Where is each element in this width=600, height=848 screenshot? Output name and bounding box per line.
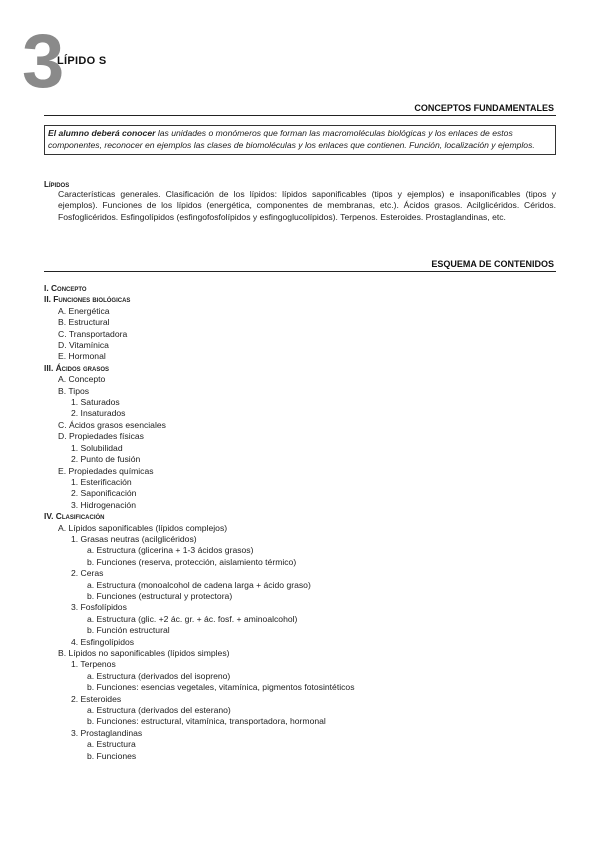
outline-item: E. Propiedades químicas [58, 465, 154, 476]
topic-title: Lípidos [44, 180, 70, 189]
outline-item: 2. Ceras [71, 568, 104, 579]
outline-item: B. Lípidos no saponificables (lípidos simples) [58, 648, 230, 658]
outline-item: 2. Insaturados [71, 408, 126, 419]
outline-item: 3. Prostaglandinas [71, 727, 143, 738]
outline-item: B. Tipos [58, 385, 90, 396]
outline-item: 3. Hidrogenación [71, 499, 136, 510]
outline-item: 2. Saponificación [71, 488, 137, 499]
outline-rule [44, 271, 556, 272]
outline-item: 1. Grasas neutras (acilglicéridos) [71, 533, 197, 544]
chapter-number: 3 [22, 19, 65, 104]
objective-text: las unidades o monómeros que forman las macromoléculas biológicas y los enlaces de estos componentes, reconocer en ejemplos las clases de biomoléculas y los enlaces que contienen. Función, localización y ejemplos. [48, 128, 535, 150]
outline-item: 1. Saturados [71, 397, 120, 408]
outline-item: b. Funciones (estructural y protectora) [87, 590, 233, 601]
outline-item: E. Hormonal [58, 351, 106, 362]
outline-item: B. Estructural [58, 317, 110, 328]
outline-item: 1. Terpenos [71, 659, 116, 670]
outline-item: D. Vitamínica [58, 340, 109, 351]
outline-item: D. Propiedades físicas [58, 431, 144, 442]
outline-item: a. Estructura (glic. +2 ác. gr. + ác. fosf. + aminoalcohol) [87, 613, 298, 624]
outline-item: A. Concepto [58, 374, 106, 385]
outline-item: b. Funciones: esencias vegetales, vitamínica, pigmentos fotosintéticos [87, 682, 355, 693]
objective-lead: El alumno deberá conocer [48, 128, 156, 138]
outline-item: IV. Clasificación [44, 511, 105, 522]
outline-item: I. Concepto [44, 283, 87, 293]
outline-item: a. Estructura (monoalcohol de cadena larga + ácido graso) [87, 579, 311, 590]
outline-item: b. Funciones (reserva, protección, aislamiento térmico) [87, 556, 297, 567]
outline-item: II. Funciones biológicas [44, 294, 131, 305]
outline-item: III. Ácidos grasos [44, 362, 110, 373]
outline-item: 2. Esteroides [71, 693, 122, 704]
outline-item: C. Ácidos grasos esenciales [58, 419, 166, 430]
chapter-title: LÍPIDO S [57, 55, 107, 67]
outline-heading: ESQUEMA DE CONTENIDOS [431, 259, 554, 269]
outline-item: b. Funciones [87, 750, 137, 761]
outline-item: 1. Solubilidad [71, 442, 123, 453]
concepts-rule [44, 115, 556, 116]
outline-item: a. Estructura [87, 739, 136, 750]
concepts-heading: CONCEPTOS FUNDAMENTALES [414, 103, 554, 113]
outline-item: C. Transportadora [58, 328, 128, 339]
outline-item: a. Estructura (derivados del esterano) [87, 705, 231, 716]
outline-item: b. Función estructural [87, 625, 170, 636]
outline-item: 2. Punto de fusión [71, 454, 141, 465]
content-outline [44, 283, 556, 762]
outline-item: 3. Fosfolípidos [71, 602, 127, 613]
outline-item: A. Energética [58, 305, 110, 316]
outline-item: a. Estructura (derivados del isopreno) [87, 670, 231, 681]
outline-item: b. Funciones: estructural, vitamínica, transportadora, hormonal [87, 716, 326, 727]
outline-item: a. Estructura (glicerina + 1-3 ácidos grasos) [87, 545, 254, 556]
objective-box [44, 125, 556, 155]
outline-item: 1. Esterificación [71, 476, 132, 487]
topic-text: Características generales. Clasificación de los lípidos: lípidos saponificables (tipos y ejemplos) e insaponificables (tipos y ejemplos). Funciones de los lípidos (energética, componentes de membranas, etc.). Ácidos grasos. Acilglicéridos. Céridos. Fosfoglicéridos. Esfingolípidos (esfingofosfolípidos y esfingoglucolípidos). Terpenos. Esteroides. Prostaglandinas, etc. [58, 189, 556, 222]
outline-item: A. Lípidos saponificables (lípidos complejos) [58, 522, 228, 533]
outline-item: 4. Esfingolípidos [71, 636, 135, 647]
